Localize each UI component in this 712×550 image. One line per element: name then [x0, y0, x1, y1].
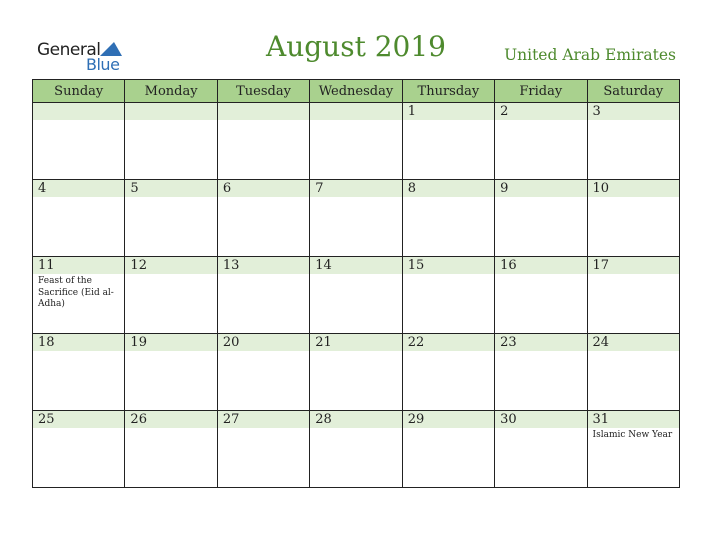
day-cell [217, 180, 309, 257]
calendar-grid [32, 79, 680, 488]
day-cell [217, 257, 309, 334]
day-number: 7 [310, 180, 401, 197]
week-row-1 [33, 103, 680, 180]
day-cell [402, 257, 494, 334]
day-number: 5 [125, 180, 216, 197]
day-number [125, 103, 216, 120]
weekday-tuesday: Tuesday [217, 80, 309, 103]
day-cell [587, 180, 679, 257]
day-cell [310, 411, 402, 488]
weekday-header-row [33, 80, 680, 103]
day-number [310, 103, 401, 120]
day-number: 10 [588, 180, 679, 197]
day-number: 13 [218, 257, 309, 274]
day-number: 24 [588, 334, 679, 351]
day-number: 17 [588, 257, 679, 274]
day-number: 29 [403, 411, 494, 428]
day-number: 4 [33, 180, 124, 197]
day-cell [587, 257, 679, 334]
day-number: 11 [33, 257, 124, 274]
day-cell [402, 180, 494, 257]
day-number: 20 [218, 334, 309, 351]
day-number: 22 [403, 334, 494, 351]
day-cell [495, 103, 587, 180]
day-cell [33, 334, 125, 411]
day-cell [125, 257, 217, 334]
logo-text-blue: Blue [86, 55, 120, 74]
week-row-2 [33, 180, 680, 257]
day-cell [495, 257, 587, 334]
week-row-4 [33, 334, 680, 411]
day-number [33, 103, 124, 120]
day-number: 25 [33, 411, 124, 428]
weekday-monday: Monday [125, 80, 217, 103]
day-number: 15 [403, 257, 494, 274]
weekday-saturday: Saturday [587, 80, 679, 103]
week-row-5 [33, 411, 680, 488]
day-number: 6 [218, 180, 309, 197]
day-number: 31 [588, 411, 679, 428]
day-cell [402, 334, 494, 411]
weekday-friday: Friday [495, 80, 587, 103]
day-cell [33, 103, 125, 180]
day-number: 21 [310, 334, 401, 351]
day-number: 26 [125, 411, 216, 428]
day-number: 18 [33, 334, 124, 351]
day-number: 2 [495, 103, 586, 120]
weekday-thursday: Thursday [402, 80, 494, 103]
day-cell [495, 411, 587, 488]
day-cell [125, 103, 217, 180]
day-cell [402, 411, 494, 488]
day-cell [495, 180, 587, 257]
day-cell [125, 411, 217, 488]
day-cell [125, 334, 217, 411]
country-label: United Arab Emirates [504, 46, 676, 64]
logo-text-general: General [37, 40, 101, 60]
day-number [218, 103, 309, 120]
day-cell [217, 103, 309, 180]
day-number: 12 [125, 257, 216, 274]
day-cell [310, 257, 402, 334]
day-number: 9 [495, 180, 586, 197]
day-number: 28 [310, 411, 401, 428]
day-cell [310, 103, 402, 180]
page-title: August 2019 [266, 30, 446, 63]
day-cell [587, 411, 679, 488]
holiday-event: Islamic New Year [592, 430, 673, 440]
day-cell [495, 334, 587, 411]
day-number: 8 [403, 180, 494, 197]
day-cell [310, 180, 402, 257]
day-cell [310, 334, 402, 411]
day-number: 27 [218, 411, 309, 428]
day-number: 16 [495, 257, 586, 274]
day-cell [33, 257, 125, 334]
day-cell [33, 180, 125, 257]
day-cell [587, 334, 679, 411]
day-cell [125, 180, 217, 257]
day-cell [33, 411, 125, 488]
holiday-event: Feast of the Sacrifice (Eid al-Adha) [38, 276, 114, 309]
day-number: 30 [495, 411, 586, 428]
day-number: 1 [403, 103, 494, 120]
week-row-3 [33, 257, 680, 334]
day-cell [587, 103, 679, 180]
day-cell [402, 103, 494, 180]
weekday-sunday: Sunday [33, 80, 125, 103]
day-number: 14 [310, 257, 401, 274]
day-cell [217, 334, 309, 411]
day-cell [217, 411, 309, 488]
day-number: 23 [495, 334, 586, 351]
day-number: 3 [588, 103, 679, 120]
weekday-wednesday: Wednesday [310, 80, 402, 103]
day-number: 19 [125, 334, 216, 351]
